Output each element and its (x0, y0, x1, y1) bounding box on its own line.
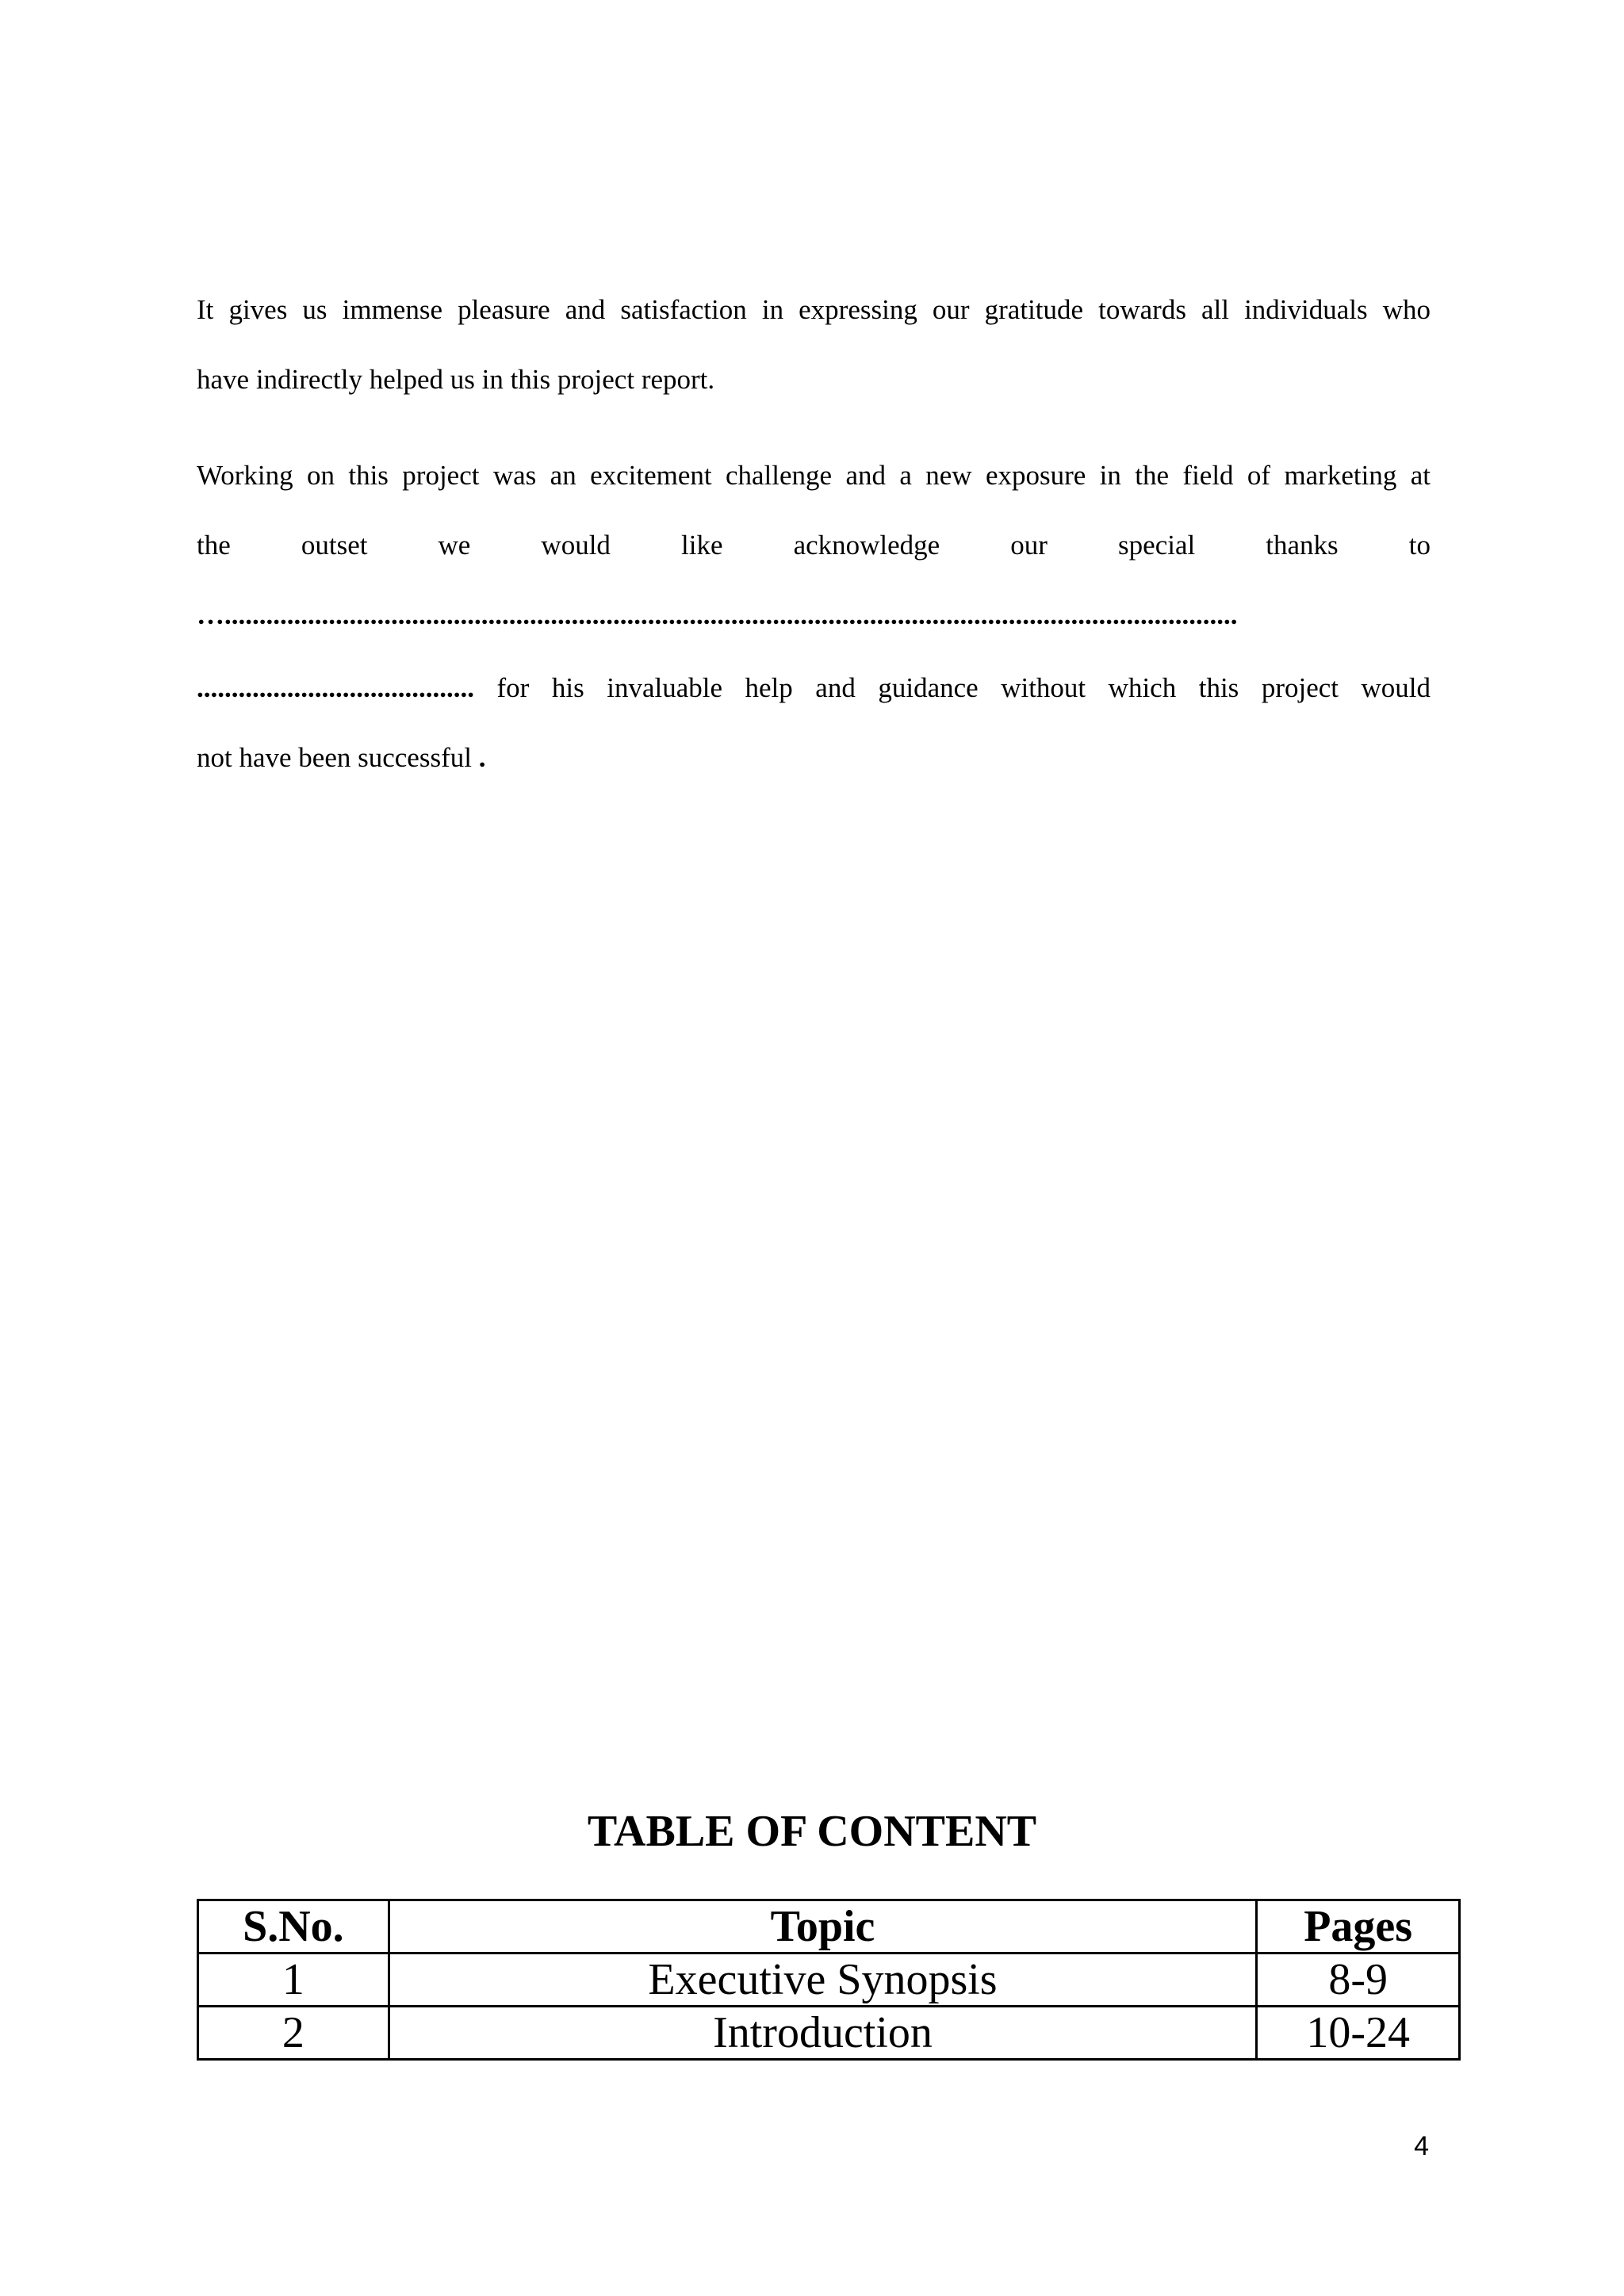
paragraph-line-text: not have been successful (197, 742, 472, 773)
header-pages: Pages (1257, 1900, 1460, 1954)
toc-table (197, 1899, 1461, 2061)
paragraph-line: have indirectly helped us in this project report. (197, 364, 715, 395)
placeholder-dots-line: ….................................................................................................................................................. (197, 599, 1238, 630)
paragraph-line (197, 653, 1431, 723)
cell-sno: 1 (198, 1954, 389, 2007)
closing-period: . (478, 742, 486, 773)
acknowledgement-paragraph-1 (197, 275, 1431, 415)
toc-header-row (198, 1900, 1460, 1954)
paragraph-line (197, 723, 1431, 793)
paragraph-line: It gives us immense pleasure and satisfaction in expressing our gratitude towards all individuals who (197, 294, 1431, 325)
acknowledgement-paragraph-2 (197, 441, 1431, 793)
table-row (198, 2007, 1460, 2060)
cell-pages: 8-9 (1257, 1954, 1460, 2007)
cell-sno: 2 (198, 2007, 389, 2060)
placeholder-dots-short: ........................................ (197, 672, 474, 703)
cell-topic: Introduction (389, 2007, 1257, 2060)
paragraph-line: Working on this project was an excitement challenge and a new exposure in the field of marketing at (197, 460, 1431, 491)
paragraph-line-text: for his invaluable help and guidance without which this project would (496, 672, 1431, 703)
header-sno: S.No. (198, 1900, 389, 1954)
cell-pages: 10-24 (1257, 2007, 1460, 2060)
page-number: 4 (1414, 2131, 1429, 2161)
toc-title: TABLE OF CONTENT (587, 1807, 1037, 1856)
header-topic: Topic (389, 1900, 1257, 1954)
paragraph-line: the outset we would like acknowledge our special thanks to (197, 530, 1431, 561)
table-row (198, 1954, 1460, 2007)
cell-topic: Executive Synopsis (389, 1954, 1257, 2007)
